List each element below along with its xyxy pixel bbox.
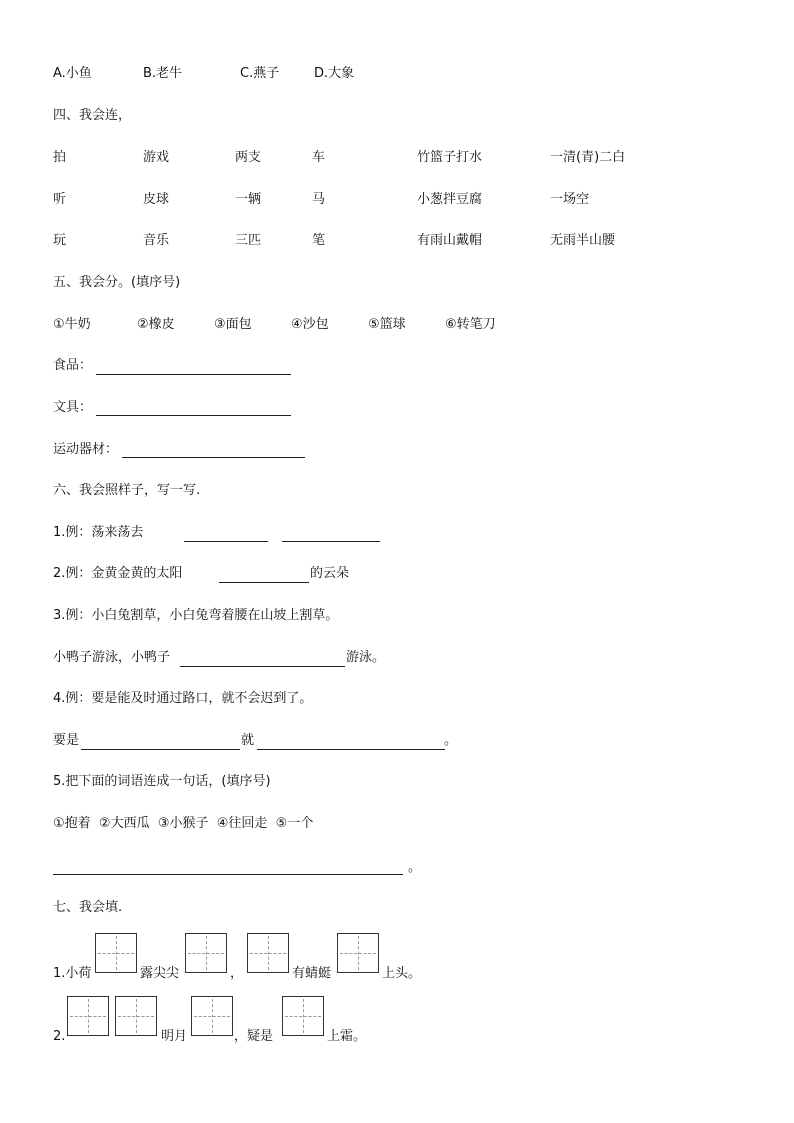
character-grid-box[interactable]	[185, 933, 227, 973]
sort-item: ④沙包	[291, 317, 329, 332]
q3-answer-line[interactable]	[180, 666, 345, 667]
q4-answer-line-2[interactable]	[257, 749, 445, 750]
q4-middle: 就	[241, 733, 255, 748]
q4-example: 4.例：要是能及时通过路口，就不会迟到了。	[53, 691, 313, 706]
q4-prefix: 要是	[53, 733, 80, 748]
match-word: 玩	[53, 233, 67, 248]
poem1-part: 有蜻蜓	[292, 966, 332, 981]
match-word: 小葱拌豆腐	[417, 192, 483, 207]
match-word: 无雨半山腰	[550, 233, 616, 248]
q4-end: 。	[444, 733, 458, 748]
match-word: 一辆	[235, 192, 262, 207]
section5-title: 五、我会分。(填序号)	[53, 275, 181, 290]
match-word: 车	[312, 150, 326, 165]
match-word: 拍	[53, 150, 67, 165]
choice-c: C.燕子	[240, 66, 280, 81]
match-word: 三匹	[235, 233, 262, 248]
character-grid-box[interactable]	[67, 996, 109, 1036]
section6-title: 六、我会照样子，写一写.	[53, 483, 201, 498]
poem2-part: 上霜。	[327, 1029, 367, 1044]
match-word: 两支	[235, 150, 262, 165]
q2-example: 2.例：金黄金黄的太阳	[53, 566, 183, 581]
section7-title: 七、我会填.	[53, 900, 123, 915]
match-word: 皮球	[143, 192, 170, 207]
character-grid-box[interactable]	[115, 996, 157, 1036]
q5-answer-line[interactable]	[53, 874, 403, 875]
poem1-part: 1.小荷	[53, 966, 92, 981]
match-word: 马	[312, 192, 326, 207]
choice-a: A.小鱼	[53, 66, 92, 81]
q1-answer-line-1[interactable]	[184, 541, 268, 542]
q5-end: 。	[408, 860, 422, 875]
character-grid-box[interactable]	[282, 996, 324, 1036]
match-word: 音乐	[143, 233, 170, 248]
sports-label: 运动器材：	[53, 442, 119, 457]
poem2-part: ，疑是	[234, 1029, 274, 1044]
sort-item: ②橡皮	[137, 317, 175, 332]
match-word: 听	[53, 192, 67, 207]
poem2-part: 明月	[161, 1029, 188, 1044]
food-label: 食品：	[53, 358, 93, 373]
q4-answer-line-1[interactable]	[81, 749, 240, 750]
match-word: 一清(青)二白	[550, 150, 626, 165]
section4-title: 四、我会连，	[53, 108, 132, 123]
food-answer-line[interactable]	[96, 374, 291, 375]
q3-tail: 游泳。	[346, 650, 386, 665]
poem1-part: ，	[230, 966, 244, 981]
match-word: 笔	[312, 233, 326, 248]
choice-b: B.老牛	[143, 66, 183, 81]
q1-example: 1.例：荡来荡去	[53, 525, 144, 540]
stationery-label: 文具：	[53, 400, 93, 415]
q5-items: ①抱着 ②大西瓜 ③小猴子 ④往回走 ⑤一个	[53, 816, 314, 831]
sports-answer-line[interactable]	[122, 457, 305, 458]
character-grid-box[interactable]	[95, 933, 137, 973]
q2-answer-line[interactable]	[219, 582, 309, 583]
match-word: 竹篮子打水	[417, 150, 483, 165]
sort-item: ⑥转笔刀	[445, 317, 496, 332]
sort-item: ③面包	[214, 317, 252, 332]
character-grid-box[interactable]	[247, 933, 289, 973]
poem1-part: 上头。	[382, 966, 422, 981]
poem2-part: 2.	[53, 1029, 66, 1044]
sort-item: ①牛奶	[53, 317, 91, 332]
q3-example: 3.例：小白兔割草，小白兔弯着腰在山坡上割草。	[53, 608, 339, 623]
choice-d: D.大象	[314, 66, 355, 81]
q2-tail: 的云朵	[310, 566, 350, 581]
character-grid-box[interactable]	[337, 933, 379, 973]
match-word: 有雨山戴帽	[417, 233, 483, 248]
poem1-part: 露尖尖	[140, 966, 180, 981]
q5-instruction: 5.把下面的词语连成一句话，(填序号)	[53, 774, 271, 789]
match-word: 游戏	[143, 150, 170, 165]
q1-answer-line-2[interactable]	[282, 541, 380, 542]
stationery-answer-line[interactable]	[96, 415, 291, 416]
sort-item: ⑤篮球	[368, 317, 406, 332]
match-word: 一场空	[550, 192, 590, 207]
character-grid-box[interactable]	[191, 996, 233, 1036]
q3-prompt: 小鸭子游泳，小鸭子	[53, 650, 171, 665]
